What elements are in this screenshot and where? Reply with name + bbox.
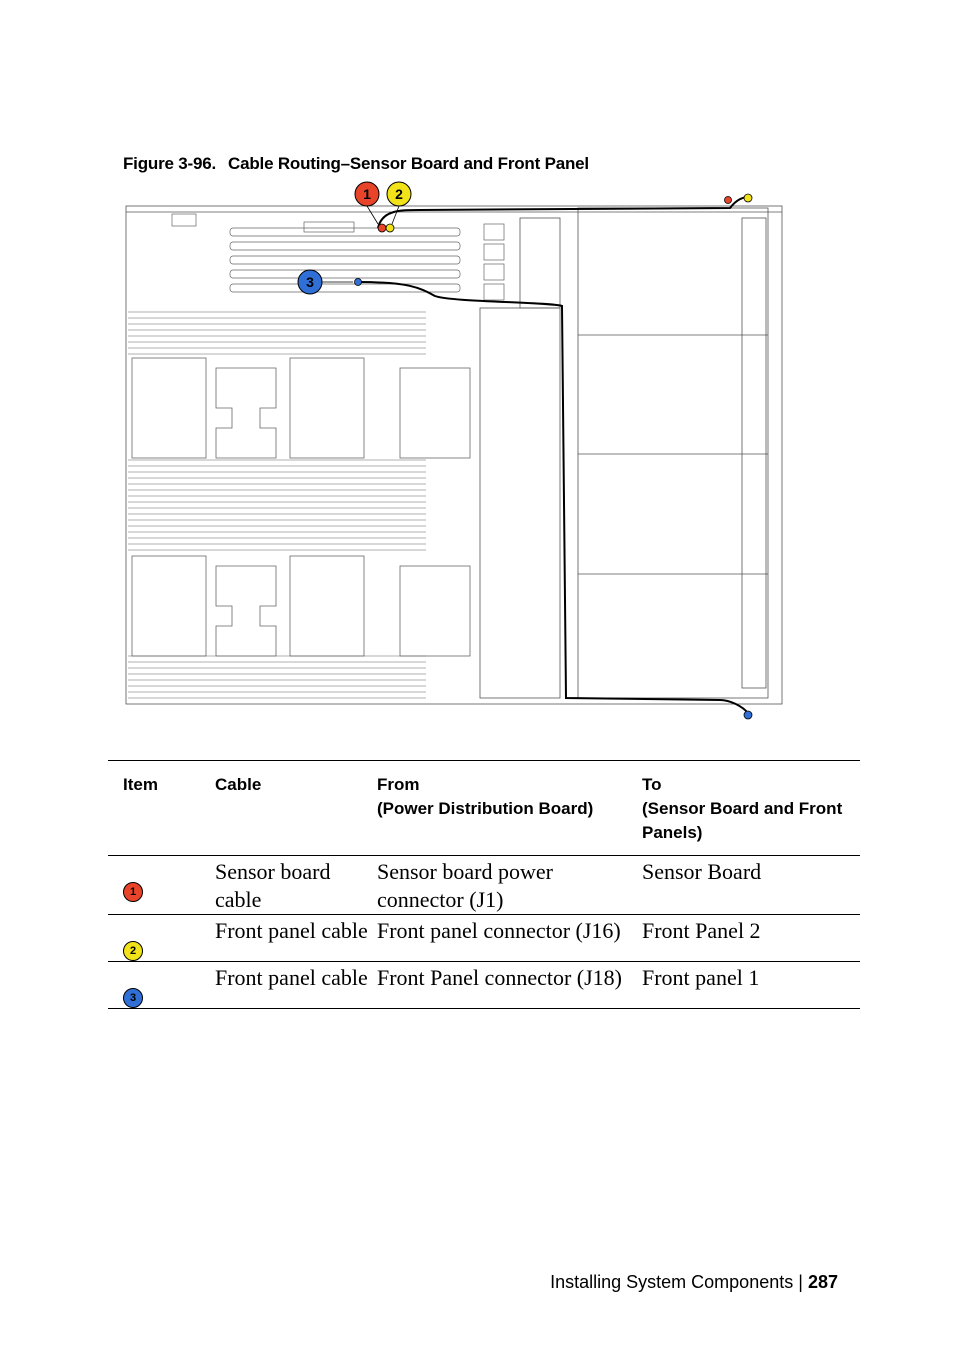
row-item <box>108 962 215 1009</box>
page-number: 287 <box>807 1272 838 1292</box>
row-from: Front Panel connector (J18) <box>377 965 622 990</box>
callout-3-label: 3 <box>306 274 314 290</box>
footer-section: Installing System Components <box>550 1272 794 1292</box>
callout-1-label: 1 <box>363 186 371 202</box>
figure-caption <box>123 154 589 174</box>
row-item <box>108 856 215 915</box>
row-item <box>108 915 215 962</box>
cable-routing-table <box>108 760 860 1009</box>
footer-separator: | <box>798 1272 803 1292</box>
row-cable: Sensor board cable <box>215 859 331 912</box>
figure-title: Cable Routing–Sensor Board and Front Panel <box>228 154 589 173</box>
row-cable: Front panel cable <box>215 918 368 943</box>
item-badge-icon: 2 <box>123 941 143 961</box>
table-row <box>108 915 860 962</box>
row-from: Front panel connector (J16) <box>377 918 621 943</box>
cable-routing-diagram <box>120 178 790 730</box>
table-row <box>108 856 860 915</box>
header-cable: Cable <box>215 775 262 794</box>
header-from <box>377 761 642 856</box>
item-badge-icon: 1 <box>123 882 143 902</box>
row-to: Sensor Board <box>642 859 762 884</box>
header-to-title: To <box>642 775 662 794</box>
table-header-row <box>108 761 860 856</box>
callout-2-label: 2 <box>395 186 403 202</box>
row-to: Front Panel 2 <box>642 918 761 943</box>
figure-number: Figure 3-96. <box>123 154 217 173</box>
header-from-title: From <box>377 775 420 794</box>
row-from: Sensor board power connector (J1) <box>377 859 553 912</box>
header-item: Item <box>123 775 158 794</box>
row-cable: Front panel cable <box>215 965 368 990</box>
header-to-subtitle: (Sensor Board and Front Panels) <box>642 799 843 842</box>
table-row <box>108 962 860 1009</box>
page-footer <box>550 1272 838 1293</box>
item-badge-icon: 3 <box>123 988 143 1008</box>
row-to: Front panel 1 <box>642 965 760 990</box>
header-to <box>642 761 860 856</box>
header-from-subtitle: (Power Distribution Board) <box>377 799 594 818</box>
